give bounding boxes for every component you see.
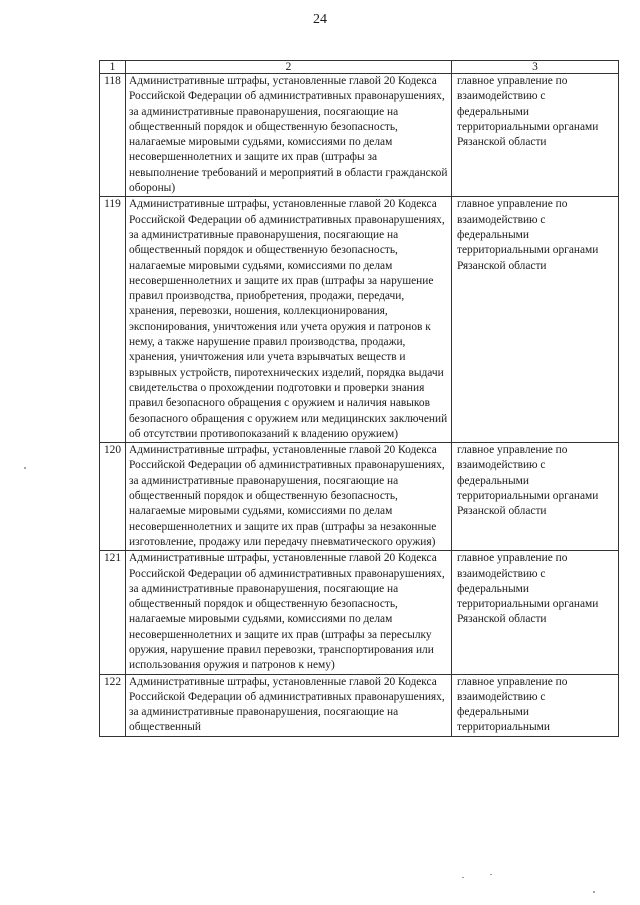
administrator-name: главное управление по взаимодействию с федеральными территориальными органами Рязанской области: [452, 197, 619, 443]
table-row: [100, 674, 619, 736]
scan-speck: [490, 874, 492, 875]
page-number: 24: [313, 12, 327, 27]
scan-speck: [462, 877, 464, 878]
revenue-description: Административные штрафы, установленные главой 20 Кодекса Российской Федерации об административных правонарушениях, за административные правонарушения, посягающие на общественный: [126, 674, 452, 736]
administrator-name: главное управление по взаимодействию с федеральными территориальными органами Рязанской области: [452, 443, 619, 551]
administrator-name: главное управление по взаимодействию с федеральными территориальными органами Рязанской области: [452, 74, 619, 197]
table-row: [100, 74, 619, 197]
header-col-1: 1: [100, 61, 126, 74]
scan-speck: [24, 467, 26, 469]
row-number: 120: [100, 443, 126, 551]
revenue-description: Административные штрафы, установленные главой 20 Кодекса Российской Федерации об административных правонарушениях, за административные правонарушения, посягающие на общественный порядок и общественную безопасность, налагаемые мировыми судьями, комиссиями по делам несовершеннолетних и защите их прав (штрафы за невыполнение требований и мероприятий в области гражданской обороны): [126, 74, 452, 197]
header-col-2: 2: [126, 61, 452, 74]
revenue-description: Административные штрафы, установленные главой 20 Кодекса Российской Федерации об административных правонарушениях, за административные правонарушения, посягающие на общественный порядок и общественную безопасность, налагаемые мировыми судьями, комиссиями по делам несовершеннолетних и защите их прав (штрафы за пересылку оружия, нарушение правил перевозки, транспортирования или использования оружия и патронов к нему): [126, 551, 452, 674]
administrator-name: главное управление по взаимодействию с федеральными территориальными: [452, 674, 619, 736]
table-row: [100, 197, 619, 443]
scan-speck: [593, 891, 595, 893]
row-number: 121: [100, 551, 126, 674]
row-number: 119: [100, 197, 126, 443]
table-header-row: [100, 61, 619, 74]
revenue-description: Административные штрафы, установленные главой 20 Кодекса Российской Федерации об административных правонарушениях, за административные правонарушения, посягающие на общественный порядок и общественную безопасность, налагаемые мировыми судьями, комиссиями по делам несовершеннолетних и защите их прав (штрафы за незаконные изготовление, продажу или передачу пневматического оружия): [126, 443, 452, 551]
table-row: [100, 551, 619, 674]
administrator-name: главное управление по взаимодействию с федеральными территориальными органами Рязанской области: [452, 551, 619, 674]
revenue-table: [99, 60, 619, 737]
header-col-3: 3: [452, 61, 619, 74]
row-number: 122: [100, 674, 126, 736]
table-row: [100, 443, 619, 551]
revenue-description: Административные штрафы, установленные главой 20 Кодекса Российской Федерации об административных правонарушениях, за административные правонарушения, посягающие на общественный порядок и общественную безопасность, налагаемые мировыми судьями, комиссиями по делам несовершеннолетних и защите их прав (штрафы за нарушение правил производства, приобретения, продажи, передачи, хранения, перевозки, ношения, коллекционирования, экспонирования, уничтожения или учета оружия и патронов к нему, а также нарушение правил производства, продажи, хранения, уничтожения или учета взрывчатых веществ и взрывных устройств, пиротехнических изделий, порядка выдачи свидетельства о прохождении подготовки и проверки знания правил безопасного обращения с оружием и наличия навыков безопасного обращения с оружием или медицинских заключений об отсутствии противопоказаний к владению оружием): [126, 197, 452, 443]
row-number: 118: [100, 74, 126, 197]
